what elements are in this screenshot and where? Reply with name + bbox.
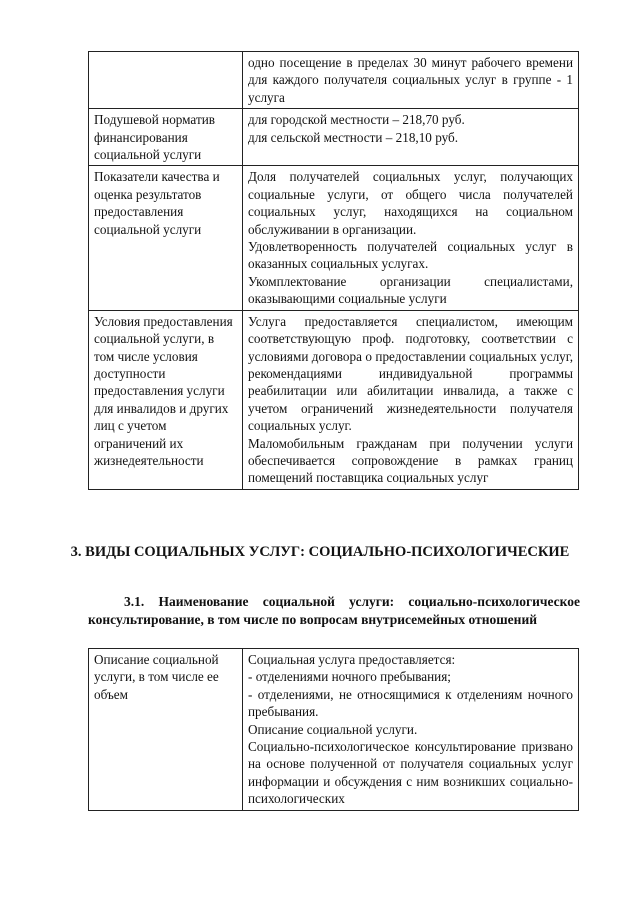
row-label-cell: Показатели качества и оценка результатов предоставления социальной услуги	[89, 166, 243, 310]
row-label-cell	[89, 52, 243, 109]
row-value-line: Социально-психологическое консультирование призвано на основе полученной от получателя социальных услуг информации и обсуждения с ним возникших социально-психологических	[248, 739, 573, 807]
row-label-cell: Описание социальной услуги, в том числе ее объем	[89, 649, 243, 811]
row-value-cell	[243, 166, 579, 310]
table-row	[89, 109, 579, 166]
row-label-cell: Подушевой норматив финансирования социальной услуги	[89, 109, 243, 166]
table-row	[89, 310, 579, 489]
service-description-table	[88, 648, 579, 811]
table-row	[89, 649, 579, 811]
row-value-line: Укомплектование организации специалистами, оказывающими социальные услуги	[248, 273, 573, 307]
row-value-line: Социальная услуга предоставляется:	[248, 652, 456, 667]
row-value-line: Маломобильным гражданам при получении услуги обеспечивается сопровождение в рамках границ помещений поставщика социальных услуг	[248, 435, 573, 486]
row-value-line: для городской местности – 218,70 руб.	[248, 112, 465, 128]
row-value-line: Услуга предоставляется специалистом, имеющим соответствующую проф. подготовку, соответствии с условиями договора о предоставлении социальных услуг, рекомендациями индивидуальной программы реабилитации или абилитации инвалида, а также с учетом ограничений жизнедеятельности получателя социальных услуг.	[248, 313, 573, 434]
services-table-continued	[88, 51, 579, 490]
row-value-line: Удовлетворенность получателей социальных услуг в оказанных социальных услугах.	[248, 239, 573, 272]
table-row	[89, 52, 579, 109]
row-value-line: Доля получателей социальных услуг, получающих социальные услуги, от общего числа получателей социальных услуг, находящихся на социальном обслуживании в организации.	[248, 169, 573, 237]
row-value-cell	[243, 52, 579, 109]
row-value-cell	[243, 649, 579, 811]
sub-section-heading: 3.1. Наименование социальной услуги: социально-психологическое консультирование, в том числе по вопросам внутрисемейных отношений	[88, 594, 580, 627]
row-value-cell	[243, 310, 579, 489]
row-label-cell: Условия предоставления социальной услуги, в том числе условия доступности предоставления услуги для инвалидов и других лиц с учетом ограничений их жизнедеятельности	[89, 310, 243, 489]
row-value-cell	[243, 109, 579, 166]
section-heading: 3. ВИДЫ СОЦИАЛЬНЫХ УСЛУГ: СОЦИАЛЬНО-ПСИХОЛОГИЧЕСКИЕ	[70, 544, 570, 560]
row-value-line: для сельской местности – 218,10 руб.	[248, 129, 459, 145]
row-value-line: Описание социальной услуги.	[248, 721, 418, 737]
row-value-line: одно посещение в пределах 30 минут рабочего времени для каждого получателя социальных услуг в группе - 1 услуга	[248, 55, 573, 105]
table-row	[89, 166, 579, 310]
row-value-line: - отделениями, не относящимися к отделениям ночного пребывания.	[248, 686, 573, 720]
row-value-line: - отделениями ночного пребывания;	[248, 669, 451, 685]
